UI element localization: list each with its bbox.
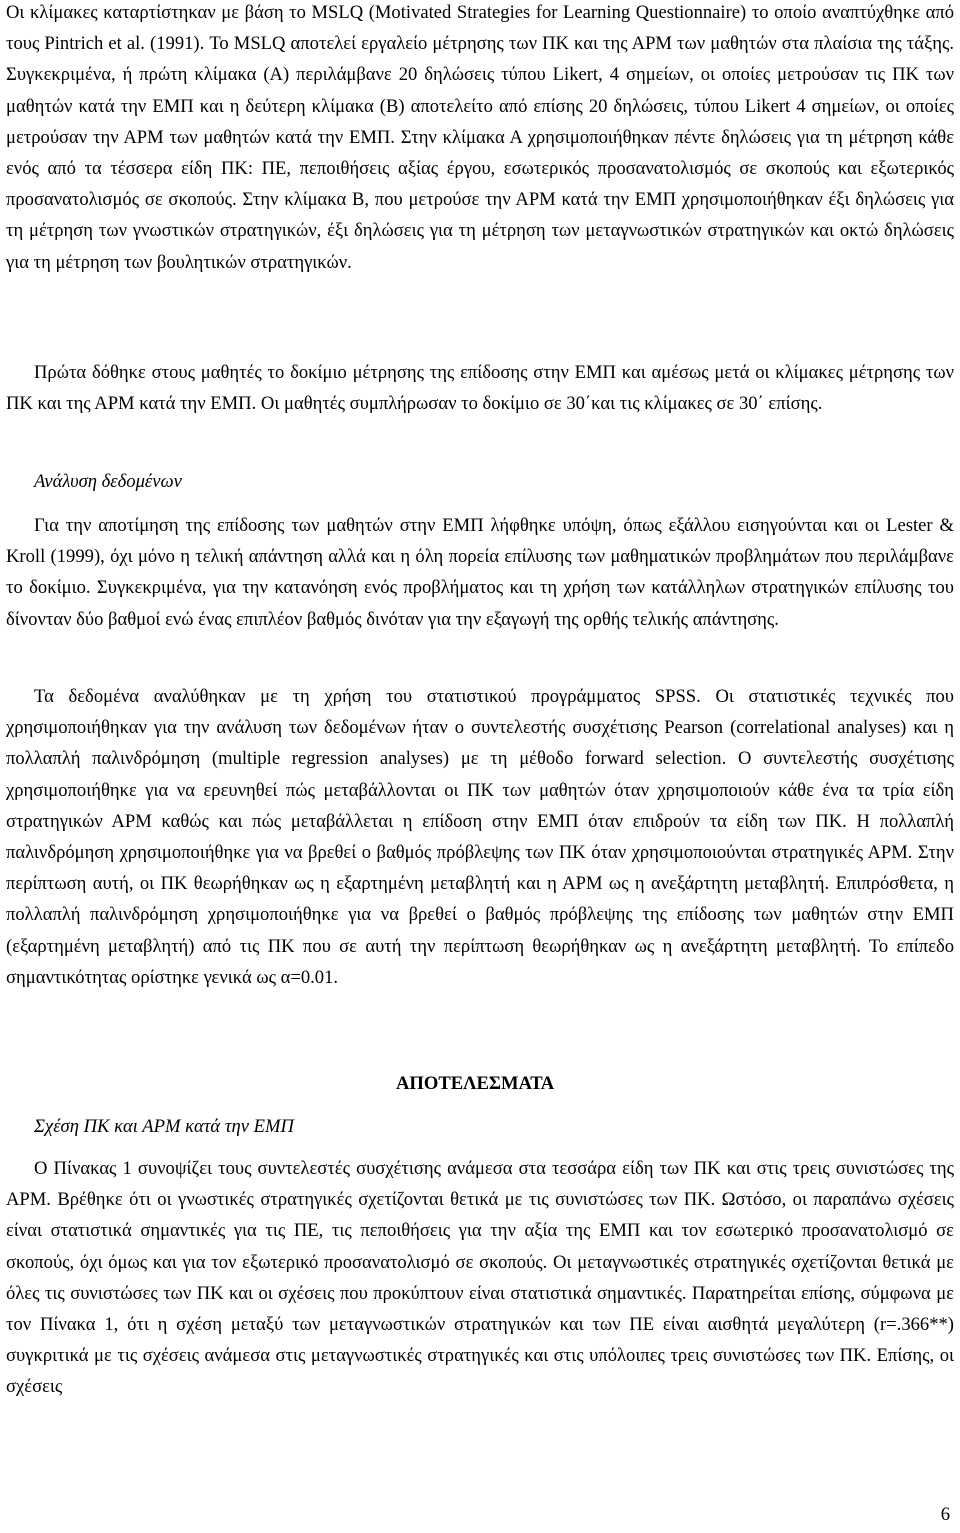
page-number: 6 <box>940 1504 950 1525</box>
paragraph-instruments: Οι κλίμακες καταρτίστηκαν με βάση το MSLQ (Motivated Strategies for Learning Questionnaire) το οποίο αναπτύχθηκε από τους Pintrich et al. (1991). Το MSLQ αποτελεί εργαλείο μέτρησης των ΠΚ και της ΑΡΜ των μαθητών στα πλαίσια της τάξης. Συγκεκριμένα, ή πρώτη κλίμακα (Α) περιλάμβανε 20 δηλώσεις τύπου Likert, 4 σημείων, οι οποίες μετρούσαν τις ΠΚ των μαθητών κατά την ΕΜΠ και η δεύτερη κλίμακα (Β) αποτελείτο από επίσης 20 δηλώσεις, τύπου Likert 4 σημείων, οι οποίες μετρούσαν την ΑΡΜ των μαθητών κατά την ΕΜΠ. Στην κλίμακα Α χρησιμοποιήθηκαν πέντε δηλώσεις για τη μέτρηση κάθε ενός από τα τέσσερα είδη ΠΚ: ΠΕ, πεποιθήσεις αξίας έργου, εσωτερικός προσανατολισμός σε σκοπούς και εξωτερικός προσανατολισμός σε σκοπούς. Στην κλίμακα Β, που μετρούσε την ΑΡΜ κατά την ΕΜΠ χρησιμοποιήθηκαν έξι δηλώσεις για τη μέτρηση των γνωστικών στρατηγικών, έξι δηλώσεις για τη μέτρηση των μεταγνωστικών στρατηγικών και οκτώ δηλώσεις για τη μέτρηση των βουλητικών στρατηγικών. <box>6 2 954 273</box>
paragraph-scoring: Για την αποτίμηση της επίδοσης των μαθητών στην ΕΜΠ λήφθηκε υπόψη, όπως εξάλλου εισηγούνται και οι Lester & Kroll (1999), όχι μόνο η τελική απάντηση αλλά και η όλη πορεία επίλυσης των μαθηματικών προβλημάτων που περιλάμβανε το δοκίμιο. Συγκεκριμένα, για την κατανόηση ενός προβλήματος και τη χρήση των κατάλληλων στρατηγικών επίλυσης του δίνονταν δύο βαθμοί ενώ ένας επιπλέον βαθμός δινόταν για την εξαγωγή της ορθής τελικής απάντησης. <box>6 515 954 630</box>
paragraph-procedure: Πρώτα δόθηκε στους μαθητές το δοκίμιο μέτρησης της επίδοσης στην ΕΜΠ και αμέσως μετά οι κλίμακες μέτρησης των ΠΚ και της ΑΡΜ κατά την ΕΜΠ. Οι μαθητές συμπλήρωσαν το δοκίμιο σε 30΄και τις κλίμακες σε 30΄ επίσης. <box>6 362 954 415</box>
heading-results: ΑΠΟΤΕΛΕΣΜΑΤΑ <box>396 1073 555 1094</box>
paragraph-statistics: Τα δεδομένα αναλύθηκαν με τη χρήση του στατιστικού προγράμματος SPSS. Οι στατιστικές τεχνικές που χρησιμοποιήθηκαν για την ανάλυση των δεδομένων ήταν ο συντελεστής συσχέτισης Pearson (correlational analyses) και η πολλαπλή παλινδρόμηση (multiple regression analyses) με τη μέθοδο forward selection. Ο συντελεστής συσχέτισης χρησιμοποιήθηκε για να ερευνηθεί πώς μεταβάλλονται οι ΠΚ των μαθητών όταν χρησιμοποιούν κάθε ένα τα τρία είδη στρατηγικών ΑΡΜ καθώς και πώς μεταβάλλεται η επίδοση στην ΕΜΠ όταν επιδρούν τα είδη των ΠΚ. Η πολλαπλή παλινδρόμηση χρησιμοποιήθηκε για να βρεθεί ο βαθμός πρόβλεψης των ΠΚ όταν χρησιμοποιούνται στρατηγικές ΑΡΜ. Στην περίπτωση αυτή, οι ΠΚ θεωρήθηκαν ως η εξαρτημένη μεταβλητή και η ΑΡΜ ως η ανεξάρτητη μεταβλητή. Επιπρόσθετα, η πολλαπλή παλινδρόμηση χρησιμοποιήθηκε για να βρεθεί ο βαθμός πρόβλεψης της επίδοσης των μαθητών στην ΕΜΠ (εξαρτημένη μεταβλητή) από τις ΠΚ που σε αυτή την περίπτωση θεωρήθηκαν ως η ανεξάρτητη μεταβλητή. Το επίπεδο σημαντικότητας ορίστηκε γενικά ως α=0.01. <box>6 686 954 988</box>
paragraph-table-summary: Ο Πίνακας 1 συνοψίζει τους συντελεστές συσχέτισης ανάμεσα στα τεσσάρα είδη των ΠΚ και στις τρεις συνιστώσες της ΑΡΜ. Βρέθηκε ότι οι γνωστικές στρατηγικές σχετίζονται θετικά με τις συνιστώσες των ΠΚ. Ωστόσο, οι παραπάνω σχέσεις είναι στατιστικά σημαντικές για τις ΠΕ, τις πεποιθήσεις για την αξία της ΕΜΠ και τον εσωτερικό προσανατολισμό σε σκοπούς, όχι όμως και για τον εξωτερικό προσανατολισμό σε σκοπούς. Οι μεταγνωστικές στρατηγικές σχετίζονται θετικά με όλες τις συνιστώσες των ΠΚ και οι σχέσεις που προκύπτουν είναι στατιστικά σημαντικές. Παρατηρείται επίσης, σύμφωνα με τον Πίνακα 1, ότι η σχέση μεταξύ των μεταγνωστικών στρατηγικών και των ΠΕ είναι αισθητά μεγαλύτερη (r=.366**) συγκριτικά με τις σχέσεις ανάμεσα στις μεταγνωστικές στρατηγικές και στις υπόλοιπες τρεις συνιστώσες των ΠΚ. Επίσης, οι σχέσεις <box>6 1158 954 1398</box>
heading-data-analysis: Ανάλυση δεδομένων <box>34 471 182 492</box>
heading-relation: Σχέση ΠΚ και ΑΡΜ κατά την ΕΜΠ <box>34 1116 294 1137</box>
